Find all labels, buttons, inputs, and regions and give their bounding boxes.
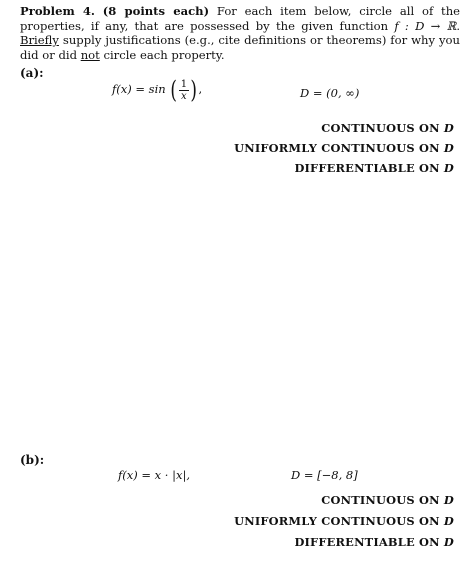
prop-domain: D: [443, 141, 454, 155]
part-a-prop-differentiable[interactable]: [294, 161, 454, 175]
part-a-label: (a):: [20, 66, 44, 80]
part-b-prop-differentiable[interactable]: [294, 535, 454, 549]
problem-text-4: circle each property.: [99, 47, 225, 62]
right-paren: ): [190, 76, 198, 104]
part-b-prop-uniformly-continuous[interactable]: [234, 514, 454, 528]
problem-text-2: .: [456, 18, 460, 33]
left-paren: (: [170, 76, 178, 104]
not-underlined: not: [80, 47, 100, 62]
part-a-formula-suffix: ,: [198, 82, 203, 96]
problem-text-1: For each item below, circle all of the properties, if any, that are possessed by the given function: [20, 4, 461, 33]
function-signature: f : D → ℝ: [394, 18, 457, 33]
briefly-underlined: Briefly: [20, 33, 59, 48]
prop-text: CONTINUOUS ON: [321, 121, 440, 135]
fraction: [179, 79, 189, 102]
prop-text: UNIFORMLY CONTINUOUS ON: [234, 141, 440, 155]
problem-text-3: supply justifications (e.g., cite definitions or theorems) for why you did or did: [20, 33, 460, 62]
fraction-denominator: x: [181, 90, 187, 102]
part-b-domain: D = [−8, 8]: [291, 468, 358, 482]
problem-statement: [20, 4, 460, 62]
problem-points: (8 points each): [102, 4, 210, 18]
prop-domain: D: [443, 514, 454, 528]
problem-heading: Problem 4.: [20, 4, 95, 18]
prop-domain: D: [443, 161, 454, 175]
part-b-prop-continuous[interactable]: [321, 493, 454, 507]
part-b-label: (b):: [20, 453, 45, 467]
prop-text: UNIFORMLY CONTINUOUS ON: [234, 514, 440, 528]
prop-text: DIFFERENTIABLE ON: [294, 161, 440, 175]
part-a-prop-continuous[interactable]: [321, 121, 454, 135]
part-a-prop-uniformly-continuous[interactable]: [234, 141, 454, 155]
prop-text: DIFFERENTIABLE ON: [294, 535, 440, 549]
part-a-domain: D = (0, ∞): [300, 86, 360, 100]
prop-text: CONTINUOUS ON: [321, 493, 440, 507]
part-b-function: f(x) = x · |x|,: [118, 468, 191, 482]
part-a-function: [112, 78, 202, 102]
prop-domain: D: [443, 493, 454, 507]
prop-domain: D: [443, 121, 454, 135]
prop-domain: D: [443, 535, 454, 549]
part-a-formula-prefix: f(x) = sin: [112, 82, 166, 96]
fraction-numerator: 1: [180, 78, 188, 90]
